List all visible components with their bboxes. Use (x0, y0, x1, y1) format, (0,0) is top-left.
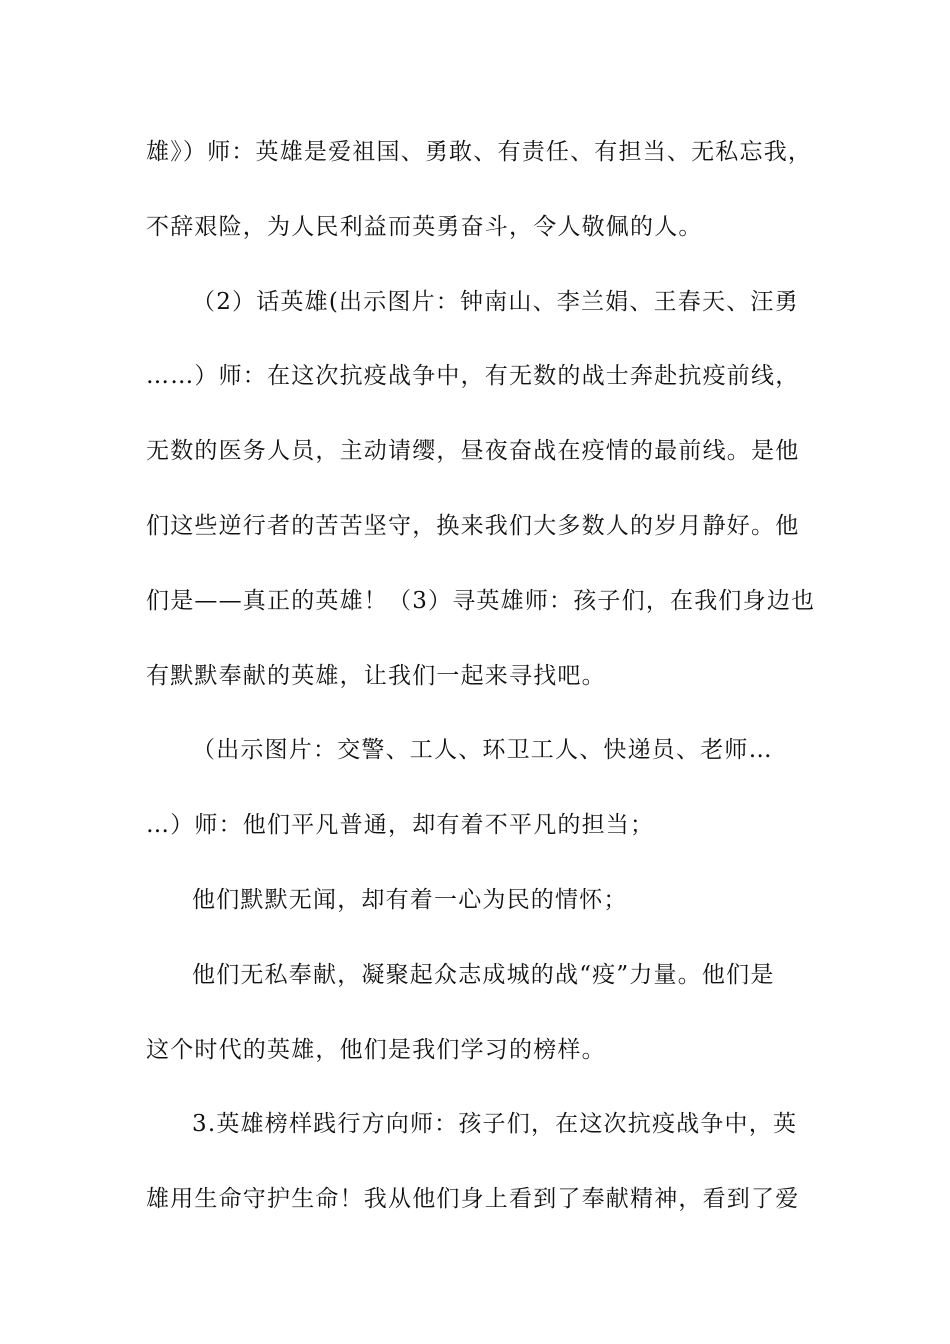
text-line: 雄用生命守护生命！我从他们身上看到了奉献精神，看到了爱 (146, 1186, 800, 1212)
text-line: 他们默默无闻，却有着一心为民的情怀； (192, 887, 628, 913)
text-line: 们这些逆行者的苦苦坚守，换来我们大多数人的岁月静好。他 (146, 513, 800, 539)
text-line: 这个时代的英雄，他们是我们学习的榜样。 (146, 1037, 606, 1063)
text-line: 不辞艰险，为人民利益而英勇奋斗，令人敬佩的人。 (146, 214, 703, 240)
text-line: 无数的医务人员，主动请缨，昼夜奋战在疫情的最前线。是他 (146, 438, 800, 464)
text-line: （2）话英雄(出示图片：钟南山、李兰娟、王春天、汪勇 (192, 289, 799, 315)
text-line: ……）师：在这次抗疫战争中，有无数的战士奔赴抗疫前线， (146, 363, 800, 389)
text-line: 他们无私奉献，凝聚起众志成城的战“疫”力量。他们是 (192, 962, 775, 988)
text-line: （出示图片：交警、工人、环卫工人、快递员、老师… (192, 737, 773, 763)
text-line: 们是——真正的英雄！（3）寻英雄师：孩子们，在我们身边也 (146, 588, 816, 614)
text-line: 雄》）师：英雄是爱祖国、勇敢、有责任、有担当、无私忘我， (146, 139, 813, 165)
text-line: …）师：他们平凡普通，却有着不平凡的担当； (146, 812, 655, 838)
text-line: 有默默奉献的英雄，让我们一起来寻找吧。 (146, 663, 606, 689)
text-line: 3.英雄榜样践行方向师：孩子们，在这次抗疫战争中，英 (192, 1111, 798, 1137)
